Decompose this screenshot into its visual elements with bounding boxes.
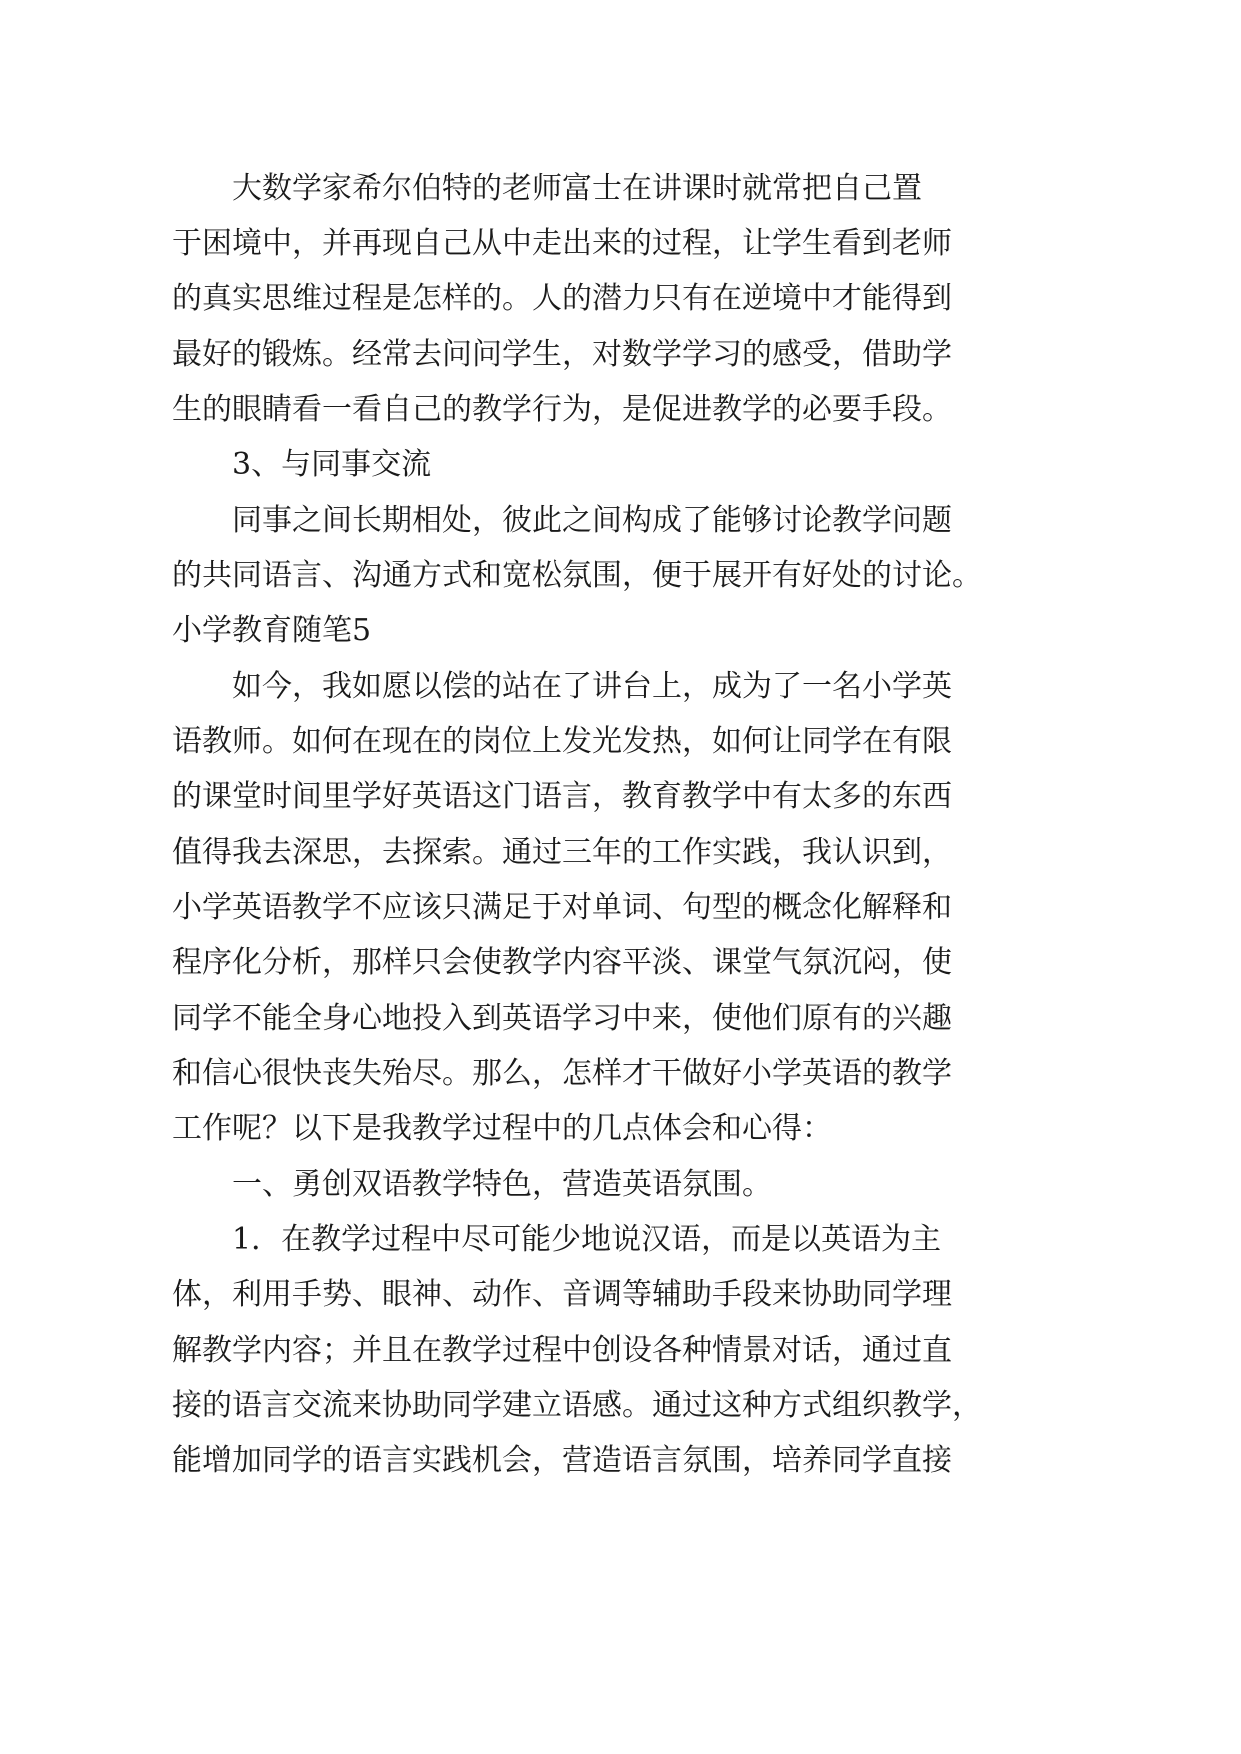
line-text: 语教师。如何在现在的岗位上发光发热，如何让同学在有限 xyxy=(172,724,952,759)
text-line xyxy=(0,1321,1241,1381)
line-text: 接的语言交流来协助同学建立语感。通过这种方式组织教学， xyxy=(172,1388,982,1423)
text-line xyxy=(0,380,1241,440)
line-text: 如今，我如愿以偿的站在了讲台上，成为了一名小学英 xyxy=(232,669,952,704)
text-line xyxy=(0,878,1241,938)
text-line xyxy=(0,1210,1241,1270)
text-line xyxy=(0,989,1241,1049)
article-title xyxy=(0,601,1241,661)
text-line xyxy=(0,1265,1241,1325)
line-text: 生的眼睛看一看自己的教学行为，是促进教学的必要手段。 xyxy=(172,392,952,427)
line-text: 小学教育随笔5 xyxy=(172,613,372,648)
text-line xyxy=(0,325,1241,385)
line-text: 和信心很快丧失殆尽。那么，怎样才干做好小学英语的教学 xyxy=(172,1056,952,1091)
line-text: 最好的锻炼。经常去问问学生，对数学学习的感受，借助学 xyxy=(172,337,952,372)
line-text: 的课堂时间里学好英语这门语言，教育教学中有太多的东西 xyxy=(172,779,952,814)
line-text: 程序化分析，那样只会使教学内容平淡、课堂气氛沉闷，使 xyxy=(172,945,952,980)
line-text: 工作呢？以下是我教学过程中的几点体会和心得： xyxy=(172,1111,832,1146)
line-text: 一、勇创双语教学特色，营造英语氛围。 xyxy=(232,1167,772,1202)
text-line xyxy=(0,712,1241,772)
text-line xyxy=(0,1099,1241,1159)
section-heading xyxy=(0,435,1241,495)
text-line xyxy=(0,933,1241,993)
text-line xyxy=(0,1431,1241,1491)
line-text: 同事之间长期相处，彼此之间构成了能够讨论教学问题 xyxy=(232,503,952,538)
line-text: 1．在教学过程中尽可能少地说汉语，而是以英语为主 xyxy=(232,1222,942,1257)
text-line xyxy=(0,159,1241,219)
line-text: 的共同语言、沟通方式和宽松氛围，便于展开有好处的讨论。 xyxy=(172,558,982,593)
text-line xyxy=(0,1376,1241,1436)
line-text: 能增加同学的语言实践机会，营造语言氛围，培养同学直接 xyxy=(172,1443,952,1478)
text-line xyxy=(0,823,1241,883)
text-line xyxy=(0,657,1241,717)
section-heading xyxy=(0,1155,1241,1215)
text-line xyxy=(0,1044,1241,1104)
line-text: 小学英语教学不应该只满足于对单词、句型的概念化解释和 xyxy=(172,890,952,925)
line-text: 体，利用手势、眼神、动作、音调等辅助手段来协助同学理 xyxy=(172,1277,952,1312)
line-text: 的真实思维过程是怎样的。人的潜力只有在逆境中才能得到 xyxy=(172,281,952,316)
line-text: 于困境中，并再现自己从中走出来的过程，让学生看到老师 xyxy=(172,226,952,261)
text-line xyxy=(0,546,1241,606)
line-text: 大数学家希尔伯特的老师富士在讲课时就常把自己置 xyxy=(232,171,922,206)
text-line xyxy=(0,491,1241,551)
line-text: 3、与同事交流 xyxy=(232,447,432,482)
line-text: 解教学内容；并且在教学过程中创设各种情景对话，通过直 xyxy=(172,1333,952,1368)
line-text: 同学不能全身心地投入到英语学习中来，使他们原有的兴趣 xyxy=(172,1001,952,1036)
line-text: 值得我去深思，去探索。通过三年的工作实践，我认识到， xyxy=(172,835,952,870)
text-line xyxy=(0,214,1241,274)
text-line xyxy=(0,269,1241,329)
text-line xyxy=(0,767,1241,827)
